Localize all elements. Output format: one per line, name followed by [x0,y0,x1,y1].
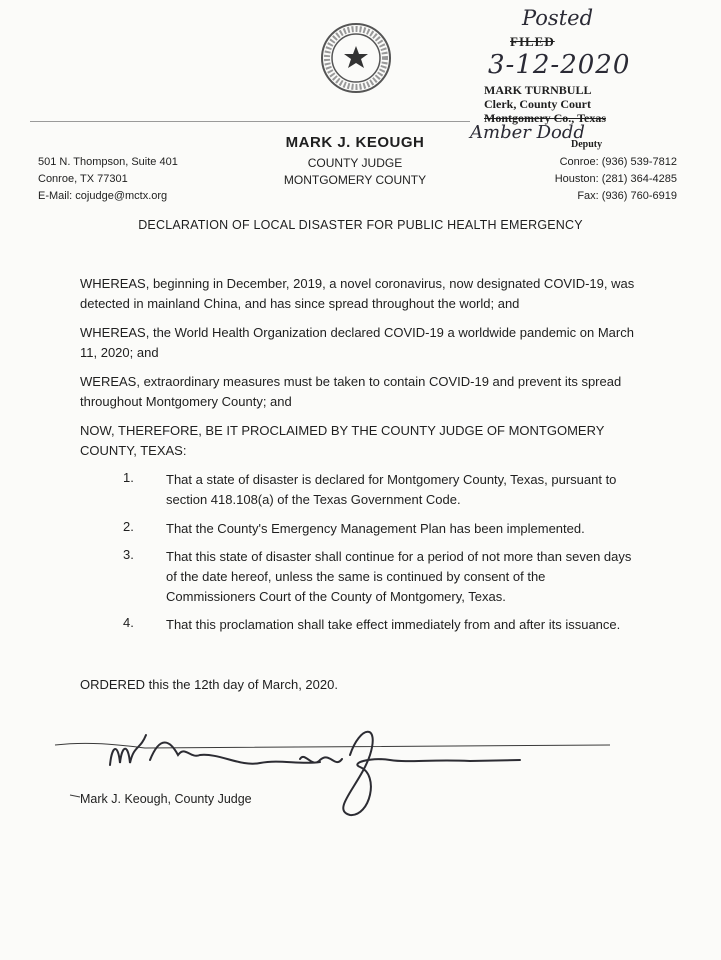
clerk-stamp [484,83,606,125]
phone-line: Houston: (281) 364-4285 [554,173,677,185]
item-text: That this proclamation shall take effect immediately from and after its issuance. [166,617,621,632]
whereas-paragraph: WEREAS, extraordinary measures must be taken to contain COVID-19 and prevent its spread throughout Montgomery County; and [80,374,622,409]
item-number: 1. [123,470,134,485]
judge-name: MARK J. KEOUGH [285,134,425,151]
proclamation-paragraph: NOW, THEREFORE, BE IT PROCLAIMED BY THE COUNTY JUDGE OF MONTGOMERY COUNTY, TEXAS: [80,423,605,458]
star-icon [344,46,368,68]
deputy-label: Deputy [571,139,603,150]
item-text: That this state of disaster shall continue for a period of not more than seven days of the date hereof, unless the same is continued by consent of the Commissioners Court of the County of Montgomery, Texas. [166,549,632,604]
document-heading: DECLARATION OF LOCAL DISASTER FOR PUBLIC HEALTH EMERGENCY [138,218,583,232]
email-line: E-Mail: cojudge@mctx.org [38,190,168,202]
item-number: 4. [123,615,134,630]
filed-date: 3-12-2020 [488,50,631,80]
fax-line: Fax: (936) 760-6919 [577,190,677,202]
whereas-paragraph: WHEREAS, beginning in December, 2019, a novel coronavirus, now designated COVID-19, was detected in mainland China, and has since spread throughout the world; and [80,276,635,311]
item-number: 3. [123,547,134,562]
item-text: That a state of disaster is declared for Montgomery County, Texas, pursuant to section 418.108(a) of the Texas Government Code. [166,472,617,507]
phone-line: Conroe: (936) 539-7812 [559,156,677,168]
phone-block [555,154,677,205]
county-name: MONTGOMERY COUNTY [283,173,427,187]
clerk-county: Montgomery Co., Texas [484,111,606,125]
ordered-line: ORDERED this the 12th day of March, 2020. [80,677,338,692]
whereas-paragraph: WHEREAS, the World Health Organization declared COVID-19 a worldwide pandemic on March 11, 2020; and [80,325,634,360]
clerk-name: MARK TURNBULL [484,83,592,97]
judge-signature [50,715,610,825]
address-block [38,154,178,205]
judge-title: COUNTY JUDGE [307,156,403,170]
clerk-title: Clerk, County Court [484,97,591,111]
item-number: 2. [123,519,134,534]
item-text: That the County's Emergency Management Plan has been implemented. [166,521,585,536]
filed-stamp: FILED [510,34,555,49]
header-divider [30,121,470,122]
address-line: Conroe, TX 77301 [38,173,128,185]
county-seal [320,22,392,94]
signer-name: Mark J. Keough, County Judge [80,792,252,806]
posted-annotation: Posted [522,6,594,30]
deputy-signature: Amber Dodd [470,122,585,143]
address-line: 501 N. Thompson, Suite 401 [38,156,178,168]
